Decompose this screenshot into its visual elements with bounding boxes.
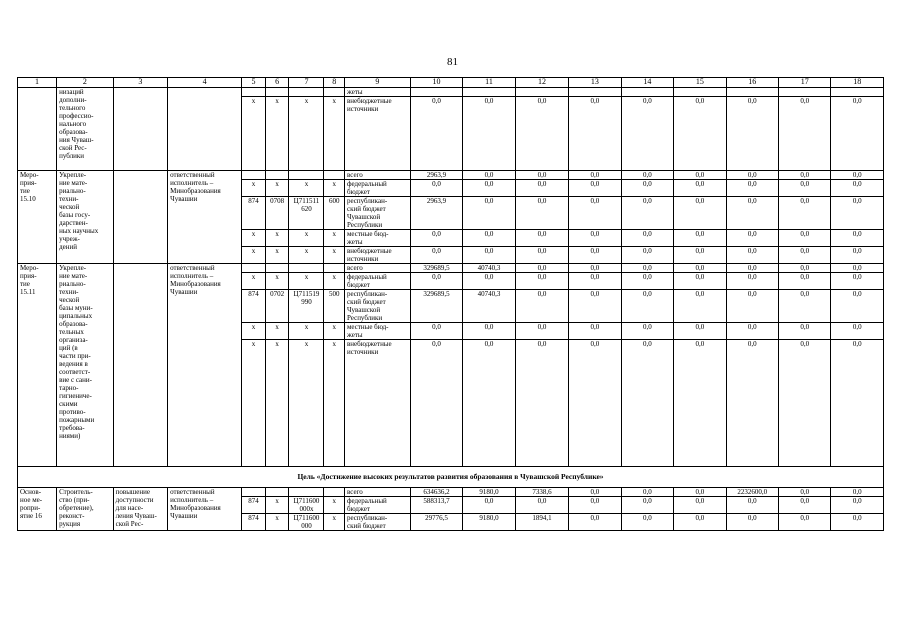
budget-value: 0,0 xyxy=(726,290,778,323)
gr-code: 874 xyxy=(242,290,266,323)
budget-value: 0,0 xyxy=(569,323,621,340)
budget-value: 0,0 xyxy=(569,171,621,180)
gr-code: х xyxy=(242,323,266,340)
budget-value: 0,0 xyxy=(463,97,515,171)
budget-value: 0,0 xyxy=(569,514,621,531)
column-number: 17 xyxy=(779,78,831,88)
budget-value: 0,0 xyxy=(410,340,462,467)
budget-value: 0,0 xyxy=(779,171,831,180)
column-number: 13 xyxy=(569,78,621,88)
expense-type-code xyxy=(324,264,345,273)
section-code: х xyxy=(265,514,289,531)
event-target xyxy=(113,88,168,171)
budget-value: 0,0 xyxy=(621,273,673,290)
target-article-code: х xyxy=(289,247,324,264)
gr-code: х xyxy=(242,340,266,467)
event-label: Основ- ное ме- ропри- ятие 16 xyxy=(18,488,57,531)
budget-value: 0,0 xyxy=(674,273,726,290)
event-executor: ответственный исполнитель – Минобразования Чувашии xyxy=(168,264,242,467)
budget-value: 7338,6 xyxy=(515,488,568,497)
budget-value: 0,0 xyxy=(569,290,621,323)
budget-value: 0,0 xyxy=(569,488,621,497)
budget-value: 0,0 xyxy=(569,247,621,264)
column-number: 15 xyxy=(674,78,726,88)
budget-value: 0,0 xyxy=(674,514,726,531)
funding-source: федеральный бюджет xyxy=(345,180,411,197)
budget-value: 0,0 xyxy=(779,247,831,264)
budget-value: 0,0 xyxy=(779,264,831,273)
budget-value: 0,0 xyxy=(621,264,673,273)
budget-value: 0,0 xyxy=(779,497,831,514)
gr-code: х xyxy=(242,273,266,290)
code-cell xyxy=(242,88,266,97)
goal-row xyxy=(18,467,884,488)
budget-value: 0,0 xyxy=(515,290,568,323)
budget-value: 0,0 xyxy=(515,180,568,197)
event-target: повышение доступности для насе- ления Чуваш- ской Рес- xyxy=(113,488,168,531)
budget-value xyxy=(831,88,884,97)
budget-value: 0,0 xyxy=(621,180,673,197)
budget-value: 0,0 xyxy=(515,264,568,273)
event-target xyxy=(113,171,168,264)
budget-value: 2963,9 xyxy=(410,197,462,230)
budget-value: 0,0 xyxy=(621,514,673,531)
budget-value: 329689,5 xyxy=(410,290,462,323)
budget-value: 0,0 xyxy=(569,197,621,230)
column-number: 6 xyxy=(265,78,289,88)
budget-value: 0,0 xyxy=(779,514,831,531)
expense-type-code xyxy=(324,171,345,180)
budget-value: 0,0 xyxy=(779,97,831,171)
table-row xyxy=(18,171,884,180)
event-label xyxy=(18,88,57,171)
target-article-code: х xyxy=(289,180,324,197)
budget-value: 0,0 xyxy=(410,273,462,290)
budget-value: 9180,0 xyxy=(463,488,515,497)
column-number: 11 xyxy=(463,78,515,88)
budget-value: 0,0 xyxy=(674,197,726,230)
budget-value: 0,0 xyxy=(831,230,884,247)
target-article-code: Ц711600 000х xyxy=(289,497,324,514)
gr-code: 874 xyxy=(242,197,266,230)
budget-value: 0,0 xyxy=(831,264,884,273)
funding-source: всего xyxy=(345,264,411,273)
budget-value: 0,0 xyxy=(463,340,515,467)
budget-value: 0,0 xyxy=(831,323,884,340)
expense-type-code: х xyxy=(324,497,345,514)
funding-source: республикан- ский бюджет Чувашской Республики xyxy=(345,290,411,323)
budget-value: 0,0 xyxy=(674,97,726,171)
budget-value: 0,0 xyxy=(831,247,884,264)
event-target xyxy=(113,264,168,467)
section-code: х xyxy=(265,247,289,264)
column-number: 14 xyxy=(621,78,673,88)
budget-value: 0,0 xyxy=(463,273,515,290)
event-name: низаций дополни- тельного профессио- нального образова- ния Чуваш- ской Рес- публики xyxy=(57,88,114,171)
expense-type-code: х xyxy=(324,323,345,340)
budget-value: 0,0 xyxy=(410,97,462,171)
budget-value: 0,0 xyxy=(515,273,568,290)
section-code: х xyxy=(265,323,289,340)
budget-value: 0,0 xyxy=(674,340,726,467)
code-cell xyxy=(289,88,324,97)
column-number: 9 xyxy=(345,78,411,88)
event-name: Строитель- ство (при- обретение), реконст- рукция xyxy=(57,488,114,531)
expense-type-code: х xyxy=(324,340,345,467)
event-name: Укрепле- ние мате- риально- техни- ческой базы госу- дарствен- ных научных учреж- дений xyxy=(57,171,114,264)
budget-value xyxy=(779,88,831,97)
target-article-code: Ц711511 620 xyxy=(289,197,324,230)
budget-value: 0,0 xyxy=(515,230,568,247)
column-number: 12 xyxy=(515,78,568,88)
budget-value: 0,0 xyxy=(726,264,778,273)
budget-value: 0,0 xyxy=(831,197,884,230)
budget-value xyxy=(569,88,621,97)
expense-type-code xyxy=(324,488,345,497)
page-number: 81 xyxy=(447,56,458,68)
section-code: х xyxy=(265,180,289,197)
section-code xyxy=(265,171,289,180)
budget-value: 0,0 xyxy=(674,497,726,514)
budget-value: 0,0 xyxy=(726,497,778,514)
budget-value: 0,0 xyxy=(569,97,621,171)
budget-value: 0,0 xyxy=(463,180,515,197)
budget-value: 0,0 xyxy=(410,230,462,247)
budget-value: 0,0 xyxy=(831,488,884,497)
budget-value: 0,0 xyxy=(621,340,673,467)
funding-source: республикан- ский бюджет Чувашской Республики xyxy=(345,197,411,230)
expense-type-code: х xyxy=(324,247,345,264)
budget-value xyxy=(621,88,673,97)
budget-value: 0,0 xyxy=(779,340,831,467)
funding-source: внебюджетные источники xyxy=(345,97,411,171)
budget-value: 0,0 xyxy=(726,247,778,264)
column-number: 10 xyxy=(410,78,462,88)
funding-source: местные бюд- жеты xyxy=(345,323,411,340)
budget-value: 0,0 xyxy=(515,197,568,230)
gr-code: х xyxy=(242,247,266,264)
gr-code: х xyxy=(242,97,266,171)
budget-value: 0,0 xyxy=(726,197,778,230)
budget-value: 0,0 xyxy=(515,97,568,171)
budget-value: 0,0 xyxy=(410,323,462,340)
budget-value: 0,0 xyxy=(621,497,673,514)
column-number: 5 xyxy=(242,78,266,88)
expense-type-code: х xyxy=(324,230,345,247)
budget-value: 0,0 xyxy=(621,290,673,323)
budget-value: 329689,5 xyxy=(410,264,462,273)
gr-code xyxy=(242,488,266,497)
target-article-code: х xyxy=(289,230,324,247)
target-article-code: Ц711519 990 xyxy=(289,290,324,323)
budget-value: 0,0 xyxy=(463,197,515,230)
budget-value: 0,0 xyxy=(726,230,778,247)
budget-value: 0,0 xyxy=(831,514,884,531)
target-article-code: Ц711600 000 xyxy=(289,514,324,531)
budget-value: 0,0 xyxy=(463,230,515,247)
budget-value: 0,0 xyxy=(674,290,726,323)
budget-value: 0,0 xyxy=(515,171,568,180)
budget-value: 0,0 xyxy=(621,197,673,230)
gr-code xyxy=(242,171,266,180)
budget-value: 0,0 xyxy=(410,180,462,197)
budget-value: 2232600,0 xyxy=(726,488,778,497)
budget-value: 0,0 xyxy=(779,197,831,230)
budget-value: 0,0 xyxy=(621,230,673,247)
code-cell xyxy=(324,88,345,97)
table-row xyxy=(18,264,884,273)
budget-value: 0,0 xyxy=(831,171,884,180)
section-code: х xyxy=(265,273,289,290)
budget-value: 0,0 xyxy=(726,180,778,197)
funding-source: федеральный бюджет xyxy=(345,497,411,514)
budget-value: 0,0 xyxy=(515,497,568,514)
section-code: х xyxy=(265,230,289,247)
event-executor: ответственный исполнитель – Минобразования Чувашии xyxy=(168,171,242,264)
funding-source: внебюджетные источники xyxy=(345,340,411,467)
section-code: х xyxy=(265,497,289,514)
event-label: Меро- прия- тие 15.11 xyxy=(18,264,57,467)
budget-value: 0,0 xyxy=(569,230,621,247)
section-code: 0702 xyxy=(265,290,289,323)
gr-code: 874 xyxy=(242,514,266,531)
section-code: х xyxy=(265,97,289,171)
budget-value: 9180,0 xyxy=(463,514,515,531)
budget-table xyxy=(17,77,884,531)
budget-value: 634636,2 xyxy=(410,488,462,497)
budget-value: 2963,9 xyxy=(410,171,462,180)
budget-value: 0,0 xyxy=(569,180,621,197)
target-article-code: х xyxy=(289,273,324,290)
budget-value xyxy=(515,88,568,97)
funding-source: федеральный бюджет xyxy=(345,273,411,290)
budget-value: 0,0 xyxy=(779,323,831,340)
expense-type-code: 600 xyxy=(324,197,345,230)
budget-value: 0,0 xyxy=(621,171,673,180)
budget-value: 0,0 xyxy=(674,171,726,180)
column-number: 3 xyxy=(113,78,168,88)
section-code: 0708 xyxy=(265,197,289,230)
budget-value: 0,0 xyxy=(674,180,726,197)
target-article-code: х xyxy=(289,323,324,340)
budget-value: 0,0 xyxy=(674,247,726,264)
budget-value: 588313,7 xyxy=(410,497,462,514)
budget-value: 29776,5 xyxy=(410,514,462,531)
column-number: 1 xyxy=(18,78,57,88)
column-number-row xyxy=(18,78,884,88)
expense-type-code: х xyxy=(324,273,345,290)
budget-value: 0,0 xyxy=(569,273,621,290)
section-code xyxy=(265,264,289,273)
budget-value: 0,0 xyxy=(621,323,673,340)
budget-value: 0,0 xyxy=(726,340,778,467)
budget-value: 0,0 xyxy=(621,97,673,171)
budget-value: 0,0 xyxy=(674,230,726,247)
budget-value: 40740,3 xyxy=(463,290,515,323)
budget-value: 0,0 xyxy=(463,247,515,264)
budget-value: 0,0 xyxy=(779,290,831,323)
budget-value: 0,0 xyxy=(831,180,884,197)
target-article-code xyxy=(289,264,324,273)
event-executor xyxy=(168,88,242,171)
funding-source: местные бюд- жеты xyxy=(345,230,411,247)
event-executor: ответственный исполнитель – Минобразования Чувашии xyxy=(168,488,242,531)
goal-title: Цель «Достижение высоких результатов развития образования в Чувашской Республике» xyxy=(18,467,884,488)
budget-value: 0,0 xyxy=(726,514,778,531)
budget-value: 0,0 xyxy=(726,323,778,340)
budget-value: 0,0 xyxy=(831,273,884,290)
budget-value: 1894,1 xyxy=(515,514,568,531)
target-article-code: х xyxy=(289,340,324,467)
expense-type-code: х xyxy=(324,514,345,531)
gr-code: х xyxy=(242,230,266,247)
budget-value: 0,0 xyxy=(779,488,831,497)
budget-value: 0,0 xyxy=(726,171,778,180)
column-number: 7 xyxy=(289,78,324,88)
budget-value: 0,0 xyxy=(621,488,673,497)
column-number: 2 xyxy=(57,78,114,88)
column-number: 8 xyxy=(324,78,345,88)
gr-code xyxy=(242,264,266,273)
budget-value: 0,0 xyxy=(515,340,568,467)
target-article-code xyxy=(289,488,324,497)
budget-value: 0,0 xyxy=(831,497,884,514)
budget-value: 0,0 xyxy=(569,497,621,514)
budget-value xyxy=(726,88,778,97)
column-number: 4 xyxy=(168,78,242,88)
section-code: х xyxy=(265,340,289,467)
gr-code: х xyxy=(242,180,266,197)
budget-value: 0,0 xyxy=(410,247,462,264)
budget-value: 0,0 xyxy=(831,97,884,171)
budget-value: 0,0 xyxy=(674,264,726,273)
budget-value: 0,0 xyxy=(779,180,831,197)
expense-type-code: 500 xyxy=(324,290,345,323)
budget-value: 0,0 xyxy=(726,273,778,290)
budget-value xyxy=(463,88,515,97)
code-cell xyxy=(265,88,289,97)
budget-value: 0,0 xyxy=(569,264,621,273)
event-name: Укрепле- ние мате- риально- техни- ческой базы муни- ципальных образова- тельных организа- ций (в части при- ведения в соответст- вие с сани- тарно- гигиениче- скими противо- пожарными требова- ниями) xyxy=(57,264,114,467)
event-label: Меро- прия- тие 15.10 xyxy=(18,171,57,264)
gr-code: 874 xyxy=(242,497,266,514)
budget-value xyxy=(674,88,726,97)
budget-value: 0,0 xyxy=(831,340,884,467)
expense-type-code: х xyxy=(324,97,345,171)
section-code xyxy=(265,488,289,497)
budget-value: 0,0 xyxy=(515,323,568,340)
budget-value: 0,0 xyxy=(515,247,568,264)
funding-source: республикан- ский бюджет xyxy=(345,514,411,531)
table-row xyxy=(18,88,884,97)
budget-value: 0,0 xyxy=(569,340,621,467)
funding-source: всего xyxy=(345,171,411,180)
budget-value: 40740,3 xyxy=(463,264,515,273)
funding-source: внебюджетные источники xyxy=(345,247,411,264)
budget-value: 0,0 xyxy=(463,497,515,514)
budget-value: 0,0 xyxy=(779,273,831,290)
budget-value: 0,0 xyxy=(779,230,831,247)
funding-source: всего xyxy=(345,488,411,497)
budget-value: 0,0 xyxy=(463,171,515,180)
budget-value xyxy=(410,88,462,97)
budget-value: 0,0 xyxy=(726,97,778,171)
target-article-code xyxy=(289,171,324,180)
budget-value: 0,0 xyxy=(674,323,726,340)
expense-type-code: х xyxy=(324,180,345,197)
column-number: 16 xyxy=(726,78,778,88)
table-row xyxy=(18,488,884,497)
budget-value: 0,0 xyxy=(621,247,673,264)
column-number: 18 xyxy=(831,78,884,88)
budget-value: 0,0 xyxy=(674,488,726,497)
funding-source: жеты xyxy=(345,88,411,97)
target-article-code: х xyxy=(289,97,324,171)
budget-value: 0,0 xyxy=(831,290,884,323)
budget-value: 0,0 xyxy=(463,323,515,340)
